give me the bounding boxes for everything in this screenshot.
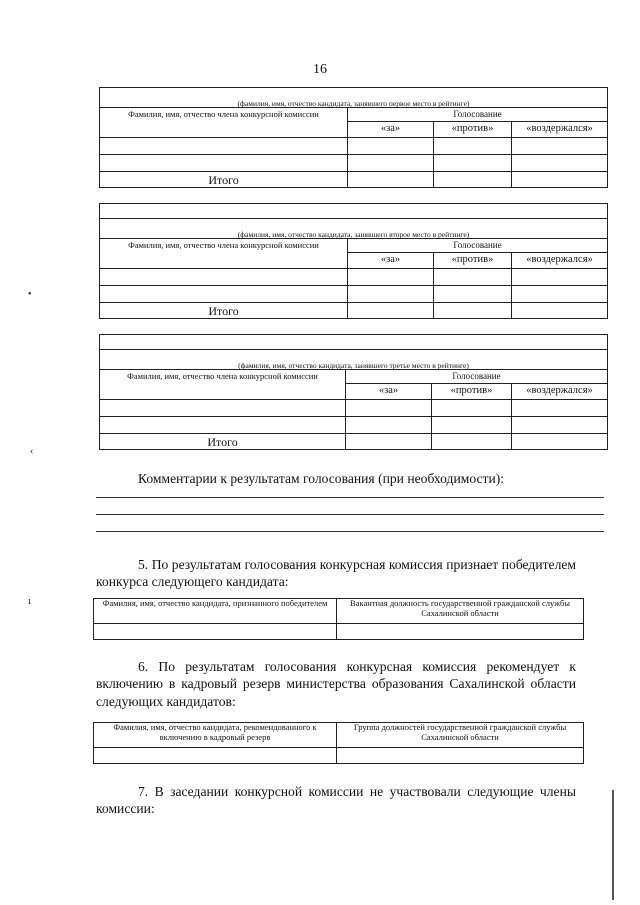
candidate-caption: (фамилия, имя, отчество кандидата, занявшего первое место в рейтинге)	[100, 88, 608, 108]
voting-table-first-place	[99, 87, 608, 188]
member-header: Фамилия, имя, отчество члена конкурсной комиссии	[100, 239, 348, 269]
winner-name-header: Фамилия, имя, отчество кандидата, признанного победителем	[94, 599, 337, 624]
vote-against-header: «против»	[432, 384, 512, 400]
vote-against-header: «против»	[434, 122, 512, 138]
vote-for-header: «за»	[348, 253, 434, 269]
member-header: Фамилия, имя, отчество члена конкурсной комиссии	[100, 108, 348, 138]
page-number: 16	[313, 62, 327, 77]
comments-label: Комментарии к результатам голосования (при необходимости):	[138, 471, 505, 486]
vacancy-header: Вакантная должность государственной гражданской службы Сахалинской области	[337, 599, 584, 624]
member-header: Фамилия, имя, отчество члена конкурсной комиссии	[100, 370, 346, 400]
candidate-caption: (фамилия, имя, отчество кандидата, занявшего второе место в рейтинге)	[100, 219, 608, 239]
candidate-caption: (фамилия, имя, отчество кандидата, занявшего третье место в рейтинге)	[100, 350, 608, 370]
section-5-text: 5. По результатам голосования конкурсная комиссия признает победителем конкурса следующего кандидата:	[96, 557, 576, 590]
table-row	[94, 748, 584, 764]
reserve-name-header: Фамилия, имя, отчество кандидата, рекомендованного к включению в кадровый резерв	[94, 723, 337, 748]
table-row	[100, 417, 608, 434]
scan-edge	[612, 790, 614, 900]
winner-table	[93, 598, 584, 640]
reserve-table	[93, 722, 584, 764]
comment-line	[96, 531, 604, 532]
total-label: Итого	[100, 303, 348, 319]
comment-line	[96, 497, 604, 498]
total-label: Итого	[100, 434, 346, 450]
table-row	[100, 269, 608, 286]
scan-mark: ‹	[30, 446, 34, 457]
comment-line	[96, 514, 604, 515]
position-group-header: Группа должностей государственной гражданской службы Сахалинской области	[337, 723, 584, 748]
vote-against-header: «против»	[434, 253, 512, 269]
table-row	[100, 155, 608, 172]
vote-abstain-header: «воздержался»	[512, 253, 608, 269]
voting-header: Голосование	[346, 370, 608, 384]
scan-mark: •	[28, 289, 32, 300]
vote-for-header: «за»	[346, 384, 432, 400]
total-label: Итого	[100, 172, 348, 188]
table-row	[100, 138, 608, 155]
table-row	[100, 400, 608, 417]
vote-abstain-header: «воздержался»	[512, 122, 608, 138]
scan-mark: ı	[28, 596, 31, 607]
section-7-text: 7. В заседании конкурсной комиссии не участвовали следующие члены комиссии:	[96, 784, 576, 817]
voting-header: Голосование	[348, 239, 608, 253]
table-row	[100, 286, 608, 303]
section-6-text: 6. По результатам голосования конкурсная комиссия рекомендует к включению в кадровый резерв министерства образования Сахалинской области следующих кандидатов:	[96, 659, 576, 709]
vote-abstain-header: «воздержался»	[512, 384, 608, 400]
voting-table-third-place	[99, 334, 608, 450]
voting-table-second-place	[99, 203, 608, 319]
voting-header: Голосование	[348, 108, 608, 122]
table-row	[94, 624, 584, 640]
vote-for-header: «за»	[348, 122, 434, 138]
